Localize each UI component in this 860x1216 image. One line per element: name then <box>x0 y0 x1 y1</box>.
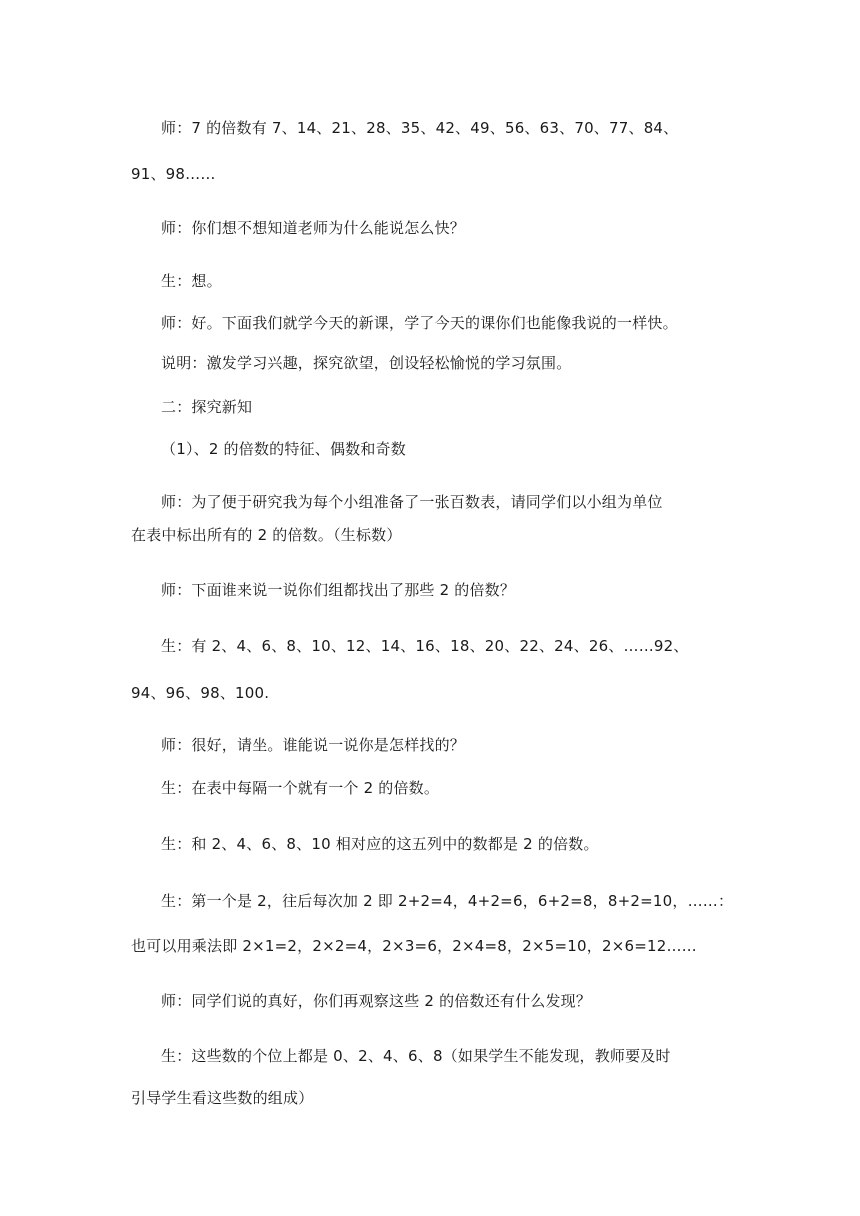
paragraph-line: 生：想。 <box>161 272 222 290</box>
paragraph-line: 说明：激发学习兴趣，探究欲望，创设轻松愉悦的学习氛围。 <box>161 354 572 372</box>
paragraph-line: 生：和 2、4、6、8、10 相对应的这五列中的数都是 2 的倍数。 <box>161 835 599 853</box>
subsection-heading: （1）、2 的倍数的特征、偶数和奇数 <box>161 440 406 458</box>
paragraph-line: 师：同学们说的真好，你们再观察这些 2 的倍数还有什么发现？ <box>161 992 592 1010</box>
paragraph-line: 91、98…… <box>131 165 216 183</box>
paragraph-line: 师：好。下面我们就学今天的新课，学了今天的课你们也能像我说的一样快。 <box>161 314 678 332</box>
paragraph-line: 94、96、98、100. <box>131 684 270 702</box>
paragraph-line: 生：在表中每隔一个就有一个 2 的倍数。 <box>161 779 440 797</box>
paragraph-line: 生：有 2、4、6、8、10、12、14、16、18、20、22、24、26、……92、 <box>161 637 689 655</box>
paragraph-line: 师：7 的倍数有 7、14、21、28、35、42、49、56、63、70、77、84、 <box>161 119 679 137</box>
paragraph-line: 师：很好，请坐。谁能说一说你是怎样找的？ <box>161 736 466 754</box>
paragraph-line: 在表中标出所有的 2 的倍数。（生标数） <box>131 526 402 544</box>
paragraph-line: 师：为了便于研究我为每个小组准备了一张百数表，请同学们以小组为单位 <box>161 493 663 511</box>
paragraph-line: 师：你们想不想知道老师为什么能说怎么快？ <box>161 219 466 237</box>
section-heading: 二：探究新知 <box>161 398 253 416</box>
paragraph-line: 生：第一个是 2，往后每次加 2 即 2+2=4，4+2=6，6+2=8，8+2=10，……： <box>161 892 734 910</box>
paragraph-line: 生：这些数的个位上都是 0、2、4、6、8（如果学生不能发现，教师要及时 <box>161 1047 671 1065</box>
paragraph-line: 师：下面谁来说一说你们组都找出了那些 2 的倍数？ <box>161 581 516 599</box>
paragraph-line: 也可以用乘法即 2×1=2，2×2=4，2×3=6，2×4=8，2×5=10，2×6=12…… <box>131 937 697 955</box>
paragraph-line: 引导学生看这些数的组成） <box>131 1089 314 1107</box>
